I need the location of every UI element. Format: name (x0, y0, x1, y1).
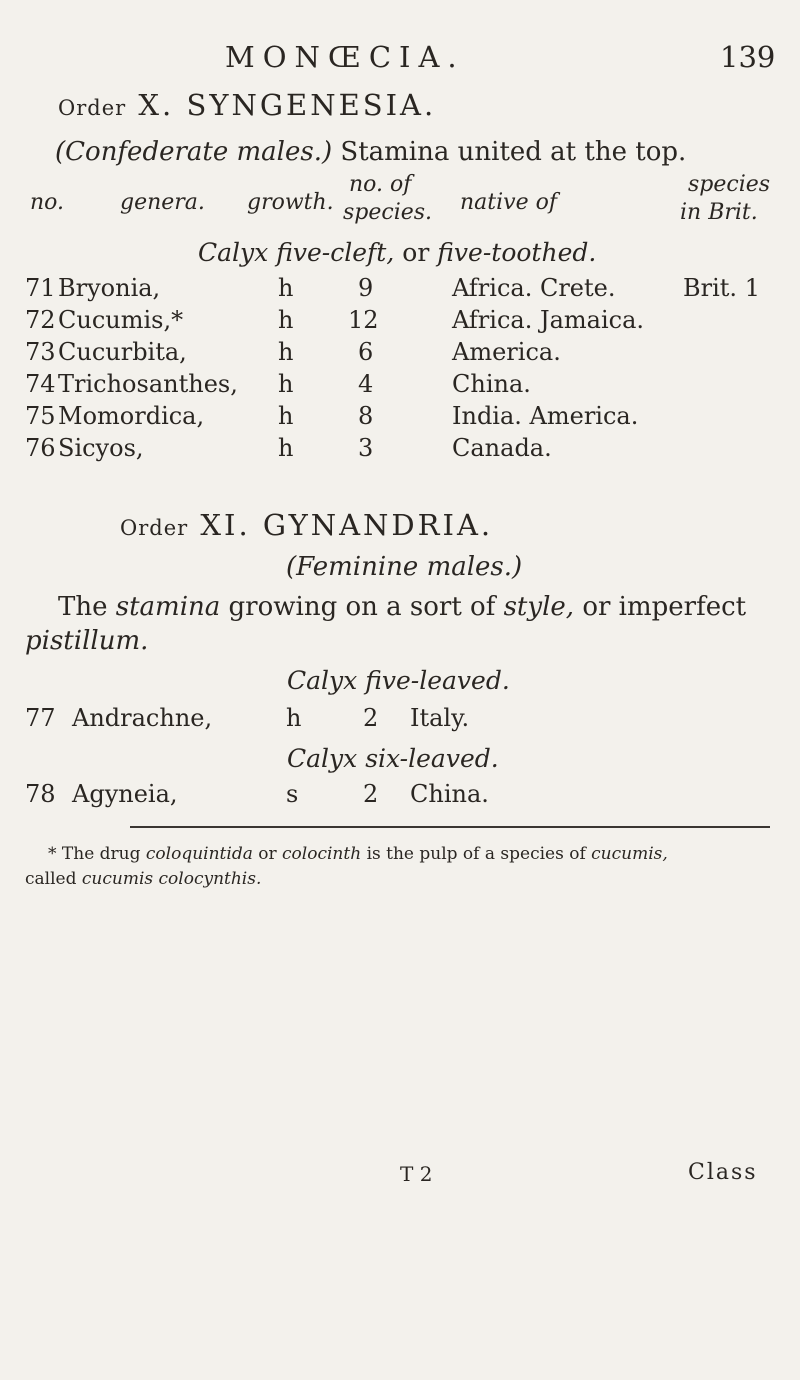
row-no: 75 (25, 402, 56, 430)
row-genus: Sicyos, (58, 434, 144, 462)
order-x-subtitle (55, 137, 686, 167)
subtitle-rest: Stamina united at the top. (340, 137, 687, 167)
footnote-cucumis-colocynthis: cucumis colocynthis. (81, 869, 262, 889)
footnote-line-2 (25, 869, 261, 889)
row-growth: h (278, 338, 294, 366)
row-no: 71 (25, 274, 56, 302)
desc-text: growing on a sort of (228, 592, 496, 622)
row-species-count: 4 (358, 370, 374, 398)
footnote-cucumis: cucumis, (591, 844, 668, 864)
subtitle-italic: (Confederate males.) (55, 137, 333, 167)
desc-stamina: stamina (115, 592, 221, 622)
col-head-species: species. (343, 200, 433, 225)
row-no: 77 (25, 704, 56, 732)
row-growth: h (278, 370, 294, 398)
row-no: 76 (25, 434, 56, 462)
footnote-line-1 (48, 844, 668, 864)
row-native: India. America. (452, 402, 639, 430)
desc-text: or imperfect (582, 592, 747, 622)
row-no: 72 (25, 306, 56, 334)
footnote-text: is the pulp of a species of (366, 844, 586, 864)
col-head-species-brit-2: in Brit. (680, 200, 758, 225)
order-xi-name: XI. GYNANDRIA. (200, 508, 494, 542)
calyx-label: Calyx (198, 238, 269, 267)
row-species-count: 3 (358, 434, 374, 462)
col-head-genera: genera. (120, 190, 205, 215)
col-head-species-brit-1: species (688, 172, 771, 197)
col-head-no-of: no. of (349, 172, 412, 197)
order-label: Order (58, 96, 127, 120)
footnote-text: * The drug (48, 844, 141, 864)
calyx-five-toothed: five-toothed. (437, 238, 597, 267)
row-species-count: 9 (358, 274, 374, 302)
row-no: 78 (25, 780, 56, 808)
row-native: America. (452, 338, 561, 366)
page-number: 139 (720, 40, 776, 74)
footnote-rule (130, 826, 770, 828)
footnote-text: called (25, 869, 77, 889)
row-species-count: 8 (358, 402, 374, 430)
signature-mark: T 2 (400, 1162, 433, 1186)
row-genus: Cucumis,* (58, 306, 184, 334)
row-growth: h (278, 274, 294, 302)
desc-pistillum: pistillum. (25, 626, 149, 656)
row-genus: Bryonia, (58, 274, 161, 302)
row-genus: Trichosanthes, (58, 370, 238, 398)
row-native: Canada. (452, 434, 552, 462)
row-genus: Andrachne, (72, 704, 213, 732)
row-growth: h (278, 434, 294, 462)
order-label: Order (120, 516, 189, 540)
calyx-six-leaved-heading: Calyx six-leaved. (287, 744, 499, 773)
row-growth: h (278, 402, 294, 430)
order-xi-subtitle: (Feminine males.) (286, 552, 523, 582)
row-native: China. (410, 780, 489, 808)
running-title: MONŒCIA. (225, 40, 465, 74)
desc-text: The (58, 592, 108, 622)
desc-style: style, (503, 592, 575, 622)
calyx-section-heading (198, 238, 596, 267)
calyx-or: or (402, 238, 430, 267)
order-x-title (58, 88, 436, 122)
row-growth: s (286, 780, 299, 808)
row-species-count: 6 (358, 338, 374, 366)
order-x-name: X. SYNGENESIA. (138, 88, 437, 122)
catchword: Class (688, 1160, 758, 1185)
row-native: Italy. (410, 704, 470, 732)
row-native: China. (452, 370, 531, 398)
col-head-no: no. (30, 190, 65, 215)
col-head-growth: growth. (247, 190, 334, 215)
row-no: 73 (25, 338, 56, 366)
footnote-coloquintida: coloquintida (145, 844, 253, 864)
row-native: Africa. Crete. (452, 274, 616, 302)
col-head-native-of: native of (460, 190, 557, 215)
calyx-five-leaved-heading: Calyx five-leaved. (287, 666, 510, 695)
row-brit: Brit. 1 (683, 274, 760, 302)
row-growth: h (278, 306, 294, 334)
row-species-count: 2 (363, 780, 379, 808)
order-xi-title (120, 508, 493, 542)
row-no: 74 (25, 370, 56, 398)
row-growth: h (286, 704, 302, 732)
footnote-text: or (258, 844, 277, 864)
row-genus: Agyneia, (72, 780, 178, 808)
row-species-count: 2 (363, 704, 379, 732)
row-genus: Cucurbita, (58, 338, 187, 366)
row-species-count: 12 (348, 306, 379, 334)
footnote-colocinth: colocinth (282, 844, 362, 864)
row-native: Africa. Jamaica. (452, 306, 644, 334)
row-genus: Momordica, (58, 402, 205, 430)
calyx-five-cleft: five-cleft, (276, 238, 395, 267)
order-xi-description-line-1 (58, 592, 746, 622)
